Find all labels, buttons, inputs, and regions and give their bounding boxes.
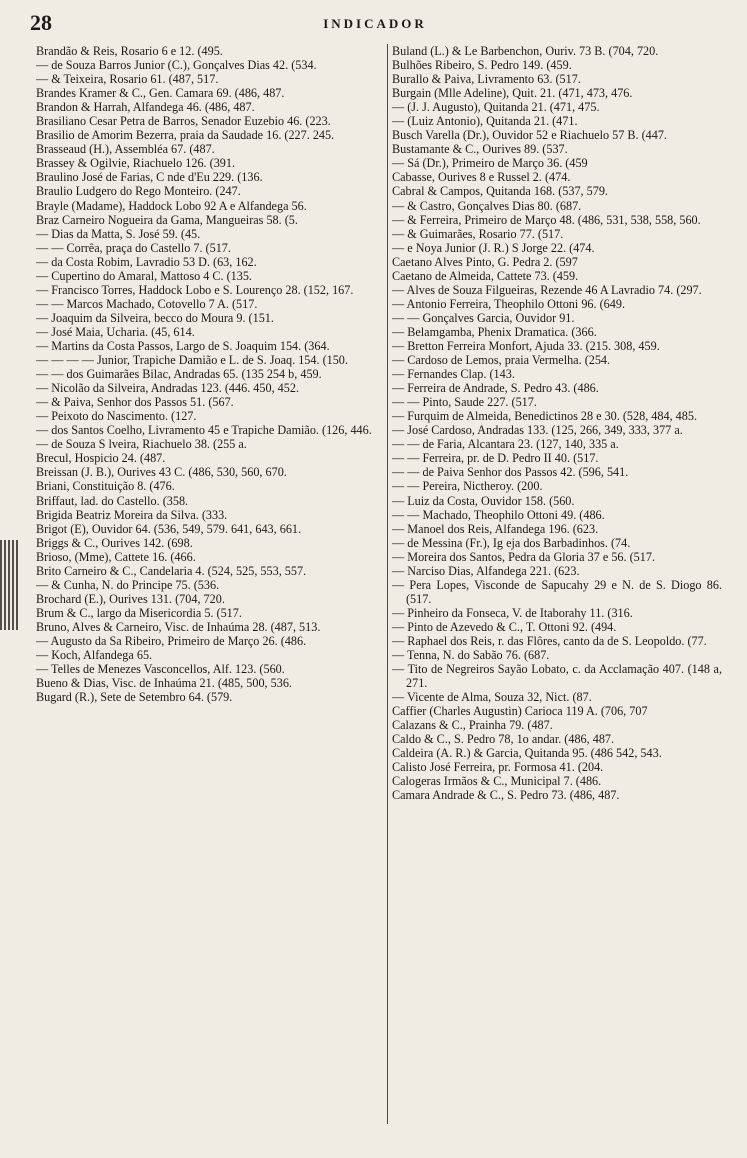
directory-entry: Busch Varella (Dr.), Ouvidor 52 e Riachuelo 57 B. (447.: [392, 128, 667, 143]
directory-entry: Braulio Ludgero do Rego Monteiro. (247.: [36, 184, 241, 199]
directory-entry: — Antonio Ferreira, Theophilo Ottoni 96. (649.: [392, 296, 626, 311]
directory-entry: — & Ferreira, Primeiro de Março 48. (486, 531, 538, 558, 560.: [392, 212, 701, 227]
directory-entry: Caetano Alves Pinto, G. Pedra 2. (597: [392, 254, 578, 269]
left-column: [36, 44, 382, 704]
directory-entry: Calogeras Irmãos & C., Municipal 7. (486.: [392, 774, 602, 789]
directory-entry: — Alves de Souza Filgueiras, Rezende 46 A Lavradio 74. (297.: [392, 282, 702, 297]
directory-entry: Bueno & Dias, Visc. de Inhaúma 21. (485, 500, 536.: [36, 676, 292, 691]
directory-entry: Brum & C., largo da Misericordia 5. (517.: [36, 605, 242, 620]
directory-entry: Brandão & Reis, Rosario 6 e 12. (495.: [36, 44, 223, 58]
directory-entry: — Bretton Ferreira Monfort, Ajuda 33. (215. 308, 459.: [392, 338, 660, 353]
directory-entry: Brigot (E), Ouvidor 64. (536, 549, 579. 641, 643, 661.: [36, 521, 302, 536]
directory-entry: — dos Santos Coelho, Livramento 45 e Trapiche Damião. (126, 446.: [36, 423, 372, 438]
directory-entry: — — de Faria, Alcantara 23. (127, 140, 335 a.: [392, 437, 619, 452]
directory-entry: — Tenna, N. do Sabão 76. (687.: [392, 648, 550, 663]
directory-entry: — Peixoto do Nascimento. (127.: [36, 409, 197, 424]
directory-entry: Caetano de Almeida, Cattete 73. (459.: [392, 268, 579, 283]
directory-entry: — Belamgamba, Phenix Dramatica. (366.: [392, 324, 597, 339]
directory-entry: — — Corrêa, praça do Castello 7. (517.: [36, 240, 231, 255]
directory-entry: — — Gonçalves Garcia, Ouvidor 91.: [392, 310, 575, 325]
directory-entry: — de Messina (Fr.), Ig eja dos Barbadinhos. (74.: [392, 535, 631, 550]
directory-entry: — Martins da Costa Passos, Largo de S. Joaquim 154. (364.: [36, 338, 330, 353]
directory-entry: — José Cardoso, Andradas 133. (125, 266, 349, 333, 377 a.: [392, 423, 683, 438]
directory-entry: — Furquim de Almeida, Benedictinos 28 e 30. (528, 484, 485.: [392, 409, 697, 424]
directory-entry: Bulhões Ribeiro, S. Pedro 149. (459.: [392, 58, 572, 73]
directory-entry: — — dos Guimarães Bilac, Andradas 65. (135 254 b, 459.: [36, 367, 322, 382]
directory-entry: — de Souza S lveira, Riachuelo 38. (255 a.: [36, 437, 247, 452]
directory-entry: Braulino José de Farias, C nde d'Eu 229. (136.: [36, 170, 263, 185]
directory-entry: — Koch, Alfandega 65.: [36, 648, 153, 663]
directory-entry: Caldo & C., S. Pedro 78, 1o andar. (486, 487.: [392, 732, 615, 747]
directory-entry: Cabral & Campos, Quitanda 168. (537, 579.: [392, 184, 608, 199]
directory-entry: Calazans & C., Prainha 79. (487.: [392, 718, 553, 733]
directory-entry: — Dias da Matta, S. José 59. (45.: [36, 226, 201, 241]
running-title: INDICADOR: [323, 16, 427, 31]
directory-entry: Brigida Beatriz Moreira da Silva. (333.: [36, 507, 228, 522]
directory-entry: Briggs & C., Ourives 142. (698.: [36, 535, 193, 550]
directory-entry: — Augusto da Sa Ribeiro, Primeiro de Março 26. (486.: [36, 633, 307, 648]
directory-entry: — Raphael dos Reis, r. das Flôres, canto da de S. Leopoldo. (77.: [392, 633, 707, 648]
directory-entry: Bugard (R.), Sete de Setembro 64. (579.: [36, 690, 233, 705]
directory-entry: — Francisco Torres, Haddock Lobo e S. Lourenço 28. (152, 167.: [36, 282, 354, 297]
directory-entry: — Ferreira de Andrade, S. Pedro 43. (486.: [392, 381, 599, 396]
directory-entry: Briffaut, lad. do Castello. (358.: [36, 493, 189, 508]
directory-entry: — Fernandes Clap. (143.: [392, 367, 515, 382]
directory-entry: Brasilio de Amorim Bezerra, praia da Saudade 16. (227. 245.: [36, 128, 335, 143]
right-column: [392, 44, 722, 803]
directory-entry: — Joaquim da Silveira, becco do Moura 9. (151.: [36, 310, 274, 325]
directory-entry: Caffier (Charles Augustin) Carioca 119 A. (706, 707: [392, 704, 648, 719]
directory-entry: — José Maia, Ucharia. (45, 614.: [36, 324, 195, 339]
directory-entry: — & Cunha, N. do Principe 75. (536.: [36, 577, 220, 592]
directory-entry: — (Luiz Antonio), Quitanda 21. (471.: [392, 114, 578, 129]
directory-entry: — Telles de Menezes Vasconcellos, Alf. 123. (560.: [36, 662, 285, 677]
directory-entry: — e Noya Junior (J. R.) S Jorge 22. (474.: [392, 240, 595, 255]
directory-entry: — (J. J. Augusto), Quitanda 21. (471, 475.: [392, 100, 600, 115]
directory-entry: Brandon & Harrah, Alfandega 46. (486, 487.: [36, 100, 255, 115]
directory-entry: — — Marcos Machado, Cotovello 7 A. (517.: [36, 296, 258, 311]
binding-edge: [0, 540, 20, 630]
directory-entry: Breissan (J. B.), Ourives 43 C. (486, 530, 560, 670.: [36, 465, 287, 480]
directory-entry: — Luiz da Costa, Ouvidor 158. (560.: [392, 493, 575, 508]
directory-entry: — — Pinto, Saude 227. (517.: [392, 395, 537, 410]
directory-entry: — & Paiva, Senhor dos Passos 51. (567.: [36, 395, 234, 410]
directory-entry: — & Castro, Gonçalves Dias 80. (687.: [392, 198, 582, 213]
directory-entry: — Nicolão da Silveira, Andradas 123. (446. 450, 452.: [36, 381, 300, 396]
directory-entry: Brassey & Ogilvie, Riachuelo 126. (391.: [36, 156, 236, 171]
page-header: [30, 10, 720, 36]
directory-entry: Brasseaud (H.), Assembléa 67. (487.: [36, 142, 215, 157]
directory-entry: — Cardoso de Lemos, praia Vermelha. (254.: [392, 353, 611, 368]
directory-entry: — & Guimarães, Rosario 77. (517.: [392, 226, 564, 241]
directory-entry: — — Machado, Theophilo Ottoni 49. (486.: [392, 507, 605, 522]
directory-entry: Brito Carneiro & C., Candelaria 4. (524, 525, 553, 557.: [36, 563, 307, 578]
directory-entry: — Manoel dos Reis, Alfandega 196. (623.: [392, 521, 599, 536]
column-divider: [387, 44, 388, 1124]
directory-entry: — — de Paiva Senhor dos Passos 42. (596, 541.: [392, 465, 629, 480]
directory-entry: Burgain (Mlle Adeline), Quit. 21. (471, 473, 476.: [392, 86, 633, 101]
directory-entry: — Moreira dos Santos, Pedra da Gloria 37 e 56. (517.: [392, 549, 655, 564]
directory-entry: — — — — Junior, Trapiche Damião e L. de S. Joaq. 154. (150.: [36, 353, 348, 368]
directory-entry: — — Ferreira, pr. de D. Pedro II 40. (517.: [392, 451, 599, 466]
directory-entry: — Tito de Negreiros Sayão Lobato, c. da Acclamação 407. (148 a, 271.: [392, 662, 722, 691]
directory-entry: Caldeira (A. R.) & Garcia, Quitanda 95. (486 542, 543.: [392, 746, 662, 761]
directory-entry: Bustamante & C., Ourives 89. (537.: [392, 142, 568, 157]
directory-entry: — Narciso Dias, Alfandega 221. (623.: [392, 563, 580, 578]
directory-entry: — Sá (Dr.), Primeiro de Março 36. (459: [392, 156, 588, 171]
directory-entry: Braz Carneiro Nogueira da Gama, Mangueiras 58. (5.: [36, 212, 298, 227]
directory-entry: Briani, Constituição 8. (476.: [36, 479, 175, 494]
directory-entry: — Pera Lopes, Visconde de Sapucahy 29 e N. de S. Diogo 86. (517.: [392, 577, 722, 606]
directory-entry: Brandes Kramer & C., Gen. Camara 69. (486, 487.: [36, 86, 285, 101]
directory-entry: — Cupertino do Amaral, Mattoso 4 C. (135.: [36, 268, 252, 283]
directory-entry: — da Costa Robim, Lavradio 53 D. (63, 162.: [36, 254, 257, 269]
directory-entry: Brioso, (Mme), Cattete 16. (466.: [36, 549, 196, 564]
directory-entry: — Vicente de Alma, Souza 32, Nict. (87.: [392, 690, 592, 705]
directory-entry: — Pinto de Azevedo & C., T. Ottoni 92. (494.: [392, 619, 617, 634]
directory-entry: Burallo & Paiva, Livramento 63. (517.: [392, 72, 581, 87]
page-number: 28: [30, 10, 52, 35]
directory-entry: — & Teixeira, Rosario 61. (487, 517.: [36, 72, 219, 87]
directory-entry: — — Pereira, Nictheroy. (200.: [392, 479, 543, 494]
directory-entry: Cabasse, Ourives 8 e Russel 2. (474.: [392, 170, 571, 185]
directory-entry: — de Souza Barros Junior (C.), Gonçalves Dias 42. (534.: [36, 58, 317, 73]
directory-entry: Calisto José Ferreira, pr. Formosa 41. (204.: [392, 760, 604, 775]
directory-entry: Brasiliano Cesar Petra de Barros, Senador Euzebio 46. (223.: [36, 114, 331, 129]
directory-entry: Buland (L.) & Le Barbenchon, Ouriv. 73 B. (704, 720.: [392, 44, 659, 58]
directory-entry: Brecul, Hospicio 24. (487.: [36, 451, 166, 466]
directory-entry: Camara Andrade & C., S. Pedro 73. (486, 487.: [392, 788, 620, 803]
directory-entry: — Pinheiro da Fonseca, V. de Itaborahy 11. (316.: [392, 605, 633, 620]
directory-entry: Brochard (E.), Ourives 131. (704, 720.: [36, 591, 225, 606]
directory-entry: Bruno, Alves & Carneiro, Visc. de Inhaúma 28. (487, 513.: [36, 619, 321, 634]
directory-entry: Brayle (Madame), Haddock Lobo 92 A e Alfandega 56.: [36, 198, 307, 213]
